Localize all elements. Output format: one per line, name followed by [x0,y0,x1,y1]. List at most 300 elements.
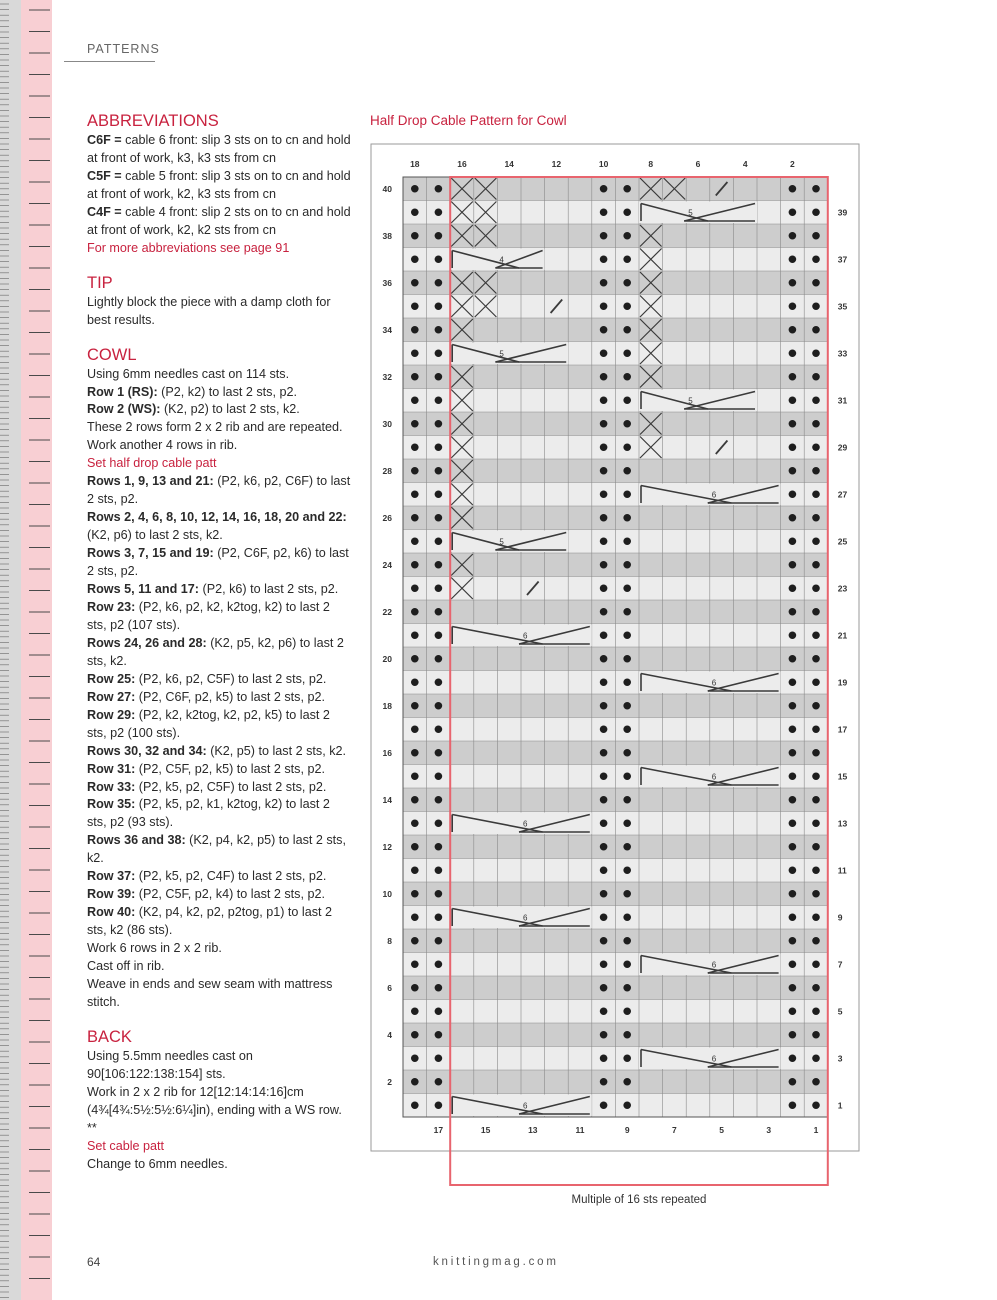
row-text: (K2, p5, k2, p6) to last 2 sts, k2. [87,635,344,668]
purl-dot [411,467,419,475]
purl-dot [789,819,797,827]
row-key: Row 31: [87,761,136,776]
purl-dot [623,1054,631,1062]
purl-dot [623,984,631,992]
purl-dot [411,843,419,851]
purl-dot [435,655,443,663]
purl-dot [623,819,631,827]
purl-dot [812,208,820,216]
purl-dot [600,1007,608,1015]
purl-dot [435,255,443,263]
row-key: Row 39: [87,887,136,902]
purl-dot [812,349,820,357]
cable-cell [450,343,568,365]
purl-dot [411,349,419,357]
purl-dot [600,467,608,475]
purl-dot [600,302,608,310]
purl-dot [435,373,443,381]
purl-dot [600,255,608,263]
purl-dot [812,326,820,334]
row-number-label: 22 [382,606,392,617]
purl-dot [411,749,419,757]
purl-dot [812,749,820,757]
purl-dot [789,1007,797,1015]
row-text: (K2, p6) to last 2 sts, k2. [87,528,223,543]
purl-dot [435,725,443,733]
purl-dot [812,655,820,663]
row-number-label: 23 [837,583,848,594]
column-number-label: 3 [766,1125,772,1135]
row-number-label: 25 [837,536,848,547]
purl-dot [812,561,820,569]
purl-dot [435,279,443,287]
cable-stitch-count: 5 [688,208,693,218]
row-key: Rows 3, 7, 15 and 19: [87,546,214,561]
purl-dot [435,1078,443,1086]
cowl-row-instruction [87,904,352,940]
purl-dot [812,232,820,240]
cable-stitch-count: 5 [688,396,693,406]
row-number-label: 20 [382,653,392,664]
purl-dot [623,467,631,475]
purl-dot [435,913,443,921]
column-number-label: 2 [790,159,795,169]
purl-dot [789,937,797,945]
purl-dot [600,678,608,686]
row-number-label: 13 [837,818,848,829]
purl-dot [600,561,608,569]
column-number-label: 5 [719,1125,724,1135]
purl-dot [623,396,631,404]
purl-dot [789,537,797,545]
row-key: Row 25: [87,671,136,686]
purl-dot [623,490,631,498]
purl-dot [789,490,797,498]
abbrev-key: C6F = [87,133,122,147]
purl-dot [623,1031,631,1039]
cable-stitch-count: 4 [499,255,504,265]
purl-dot [789,772,797,780]
cable-stitch-count: 6 [523,1101,528,1111]
row-key: Rows 1, 9, 13 and 21: [87,474,214,489]
column-number-label: 8 [648,159,654,169]
purl-dot [623,913,631,921]
purl-dot [812,702,820,710]
row-text: (P2, k5, p2, k1, k2tog, k2) to last 2 sts, p2 (93 sts). [87,797,330,830]
purl-dot [623,537,631,545]
purl-dot [600,702,608,710]
abbrev-key: C4F = [87,204,122,219]
row-number-label: 21 [837,630,848,641]
back-last-line: Change to 6mm needles. [87,1156,228,1171]
rib-note: These 2 rows form 2 x 2 rib and are repeated. [87,420,343,435]
purl-dot [600,232,608,240]
row-key: Row 40: [87,905,136,920]
purl-dot [623,302,631,310]
cable-cell [639,390,757,412]
row-text: (P2, C5F, p2, k5) to last 2 sts, p2. [135,761,325,776]
row-number-label: 5 [837,1006,843,1017]
purl-dot [789,843,797,851]
purl-dot [600,208,608,216]
purl-dot [600,913,608,921]
purl-dot [411,443,419,451]
ruler-pink-strip [21,0,52,1300]
purl-dot [623,208,631,216]
purl-dot [789,373,797,381]
row-number-label: 6 [387,982,392,993]
purl-dot [600,796,608,804]
purl-dot [435,960,443,968]
purl-dot [435,678,443,686]
column-number-label: 12 [551,159,562,169]
row-key: Rows 36 and 38: [87,833,186,848]
row-number-label: 30 [382,418,392,429]
purl-dot [600,537,608,545]
purl-dot [600,1054,608,1062]
purl-dot [435,631,443,639]
cable-stitch-count: 5 [499,537,504,547]
ruler-grey-strip [0,0,21,1300]
purl-dot [623,185,631,193]
purl-dot [623,279,631,287]
purl-dot [600,984,608,992]
purl-dot [411,819,419,827]
cable-stitch-count: 6 [711,1054,717,1064]
purl-dot [623,890,631,898]
abbrev-c4f [87,204,352,240]
rib-row-1 [87,384,352,402]
purl-dot [789,443,797,451]
purl-dot [812,514,820,522]
purl-dot [411,631,419,639]
row-number-label: 19 [837,677,848,688]
abbrev-text: cable 4 front: slip 2 sts on to cn and hold at front of work, k2, k2 sts from cn [87,204,351,237]
purl-dot [435,1007,443,1015]
purl-dot [623,866,631,874]
row-text: (P2, C6F, p2, k6) to last 2 sts, p2. [87,546,349,579]
purl-dot [411,373,419,381]
purl-dot [600,631,608,639]
row-number-label: 31 [837,395,848,406]
purl-dot [600,772,608,780]
purl-dot [812,843,820,851]
purl-dot [411,1078,419,1086]
cable-stitch-count: 6 [523,913,528,923]
purl-dot [812,678,820,686]
row-number-label: 39 [837,207,848,218]
purl-dot [789,631,797,639]
row-number-label: 24 [382,559,392,570]
purl-dot [411,796,419,804]
purl-dot [812,1078,820,1086]
purl-dot [789,584,797,592]
purl-dot [789,349,797,357]
column-number-label: 18 [410,159,420,169]
purl-dot [623,255,631,263]
purl-dot [435,937,443,945]
purl-dot [411,702,419,710]
purl-dot [435,185,443,193]
purl-dot [623,678,631,686]
purl-dot [600,185,608,193]
purl-dot [623,608,631,616]
purl-dot [600,866,608,874]
purl-dot [623,584,631,592]
purl-dot [812,725,820,733]
row-number-label: 8 [387,935,392,946]
row-key: Rows 5, 11 and 17: [87,582,199,597]
purl-dot [812,608,820,616]
row-text: (P2, k2, k2tog, k2, p2, k5) to last 2 sts, p2 (100 sts). [87,707,330,740]
purl-dot [623,937,631,945]
row-number-label: 37 [837,254,848,265]
purl-dot [812,279,820,287]
purl-dot [411,913,419,921]
purl-dot [812,373,820,381]
row-number-label: 11 [837,865,847,876]
row-number-label: 28 [382,465,392,476]
purl-dot [812,537,820,545]
row-key: Row 29: [87,707,136,722]
purl-dot [789,678,797,686]
purl-dot [435,443,443,451]
column-number-label: 6 [695,159,701,169]
purl-dot [435,890,443,898]
row-number-label: 7 [837,959,843,970]
row-number-label: 14 [382,794,392,805]
cowl-row-instruction [87,886,352,904]
purl-dot [411,561,419,569]
purl-dot [789,232,797,240]
row-number-label: 26 [382,512,392,523]
purl-dot [435,420,443,428]
purl-dot [812,984,820,992]
purl-dot [812,960,820,968]
purl-dot [600,749,608,757]
purl-dot [789,655,797,663]
purl-dot [435,232,443,240]
cable-stitch-count: 6 [711,490,717,500]
finish-line: Cast off in rib. [87,959,165,974]
abbrev-c5f [87,168,352,204]
purl-dot [600,420,608,428]
cowl-row-instruction [87,707,352,743]
back-line: Work in 2 x 2 rib for 12[12:14:14:16]cm (4¾[4¾:5½:5½:6¼]in), ending with a WS row. ** [87,1084,342,1135]
purl-dot [411,514,419,522]
row-number-label: 4 [387,1029,392,1040]
column-number-label: 14 [504,159,514,169]
purl-dot [789,561,797,569]
section-underline [64,61,155,62]
column-number-label: 16 [457,159,467,169]
purl-dot [600,1031,608,1039]
cowl-row-instruction [87,689,352,707]
rib-row-2 [87,401,352,419]
cowl-row-instruction [87,599,352,635]
row-text: (P2, k6) to last 2 sts, p2. [199,582,339,597]
abbrev-text: cable 5 front: slip 3 sts on to cn and hold at front of work, k2, k3 sts from cn [87,168,351,201]
purl-dot [623,1101,631,1109]
purl-dot [623,373,631,381]
purl-dot [789,913,797,921]
row-key: Row 23: [87,599,136,614]
purl-dot [411,725,419,733]
chart-title: Half Drop Cable Pattern for Cowl [370,113,567,128]
pattern-text-column [87,110,352,1174]
purl-dot [789,279,797,287]
tip-heading: TIP [87,273,113,292]
purl-dot [435,1054,443,1062]
cowl-row-instruction [87,868,352,886]
purl-dot [789,890,797,898]
section-label: PATTERNS [87,42,160,56]
purl-dot [435,326,443,334]
cable-cell [450,531,568,553]
cowl-row-instruction [87,761,352,779]
cable-cell [639,202,757,224]
row-number-label: 32 [382,371,392,382]
purl-dot [411,302,419,310]
row-number-label: 10 [382,888,392,899]
purl-dot [623,796,631,804]
chart-caption: Multiple of 16 sts repeated [571,1194,707,1206]
cowl-row-list [87,473,352,940]
purl-dot [812,584,820,592]
row-key: Rows 24, 26 and 28: [87,635,207,650]
purl-dot [789,255,797,263]
cowl-heading: COWL [87,345,137,364]
purl-dot [411,255,419,263]
cowl-row-instruction [87,743,352,761]
row-text: (K2, p4, k2, p2, p2tog, p1) to last 2 sts, k2 (86 sts). [87,905,333,938]
finish-line: Work 6 rows in 2 x 2 rib. [87,941,222,956]
tape-measure-decoration [0,0,52,1300]
purl-dot [789,396,797,404]
purl-dot [600,326,608,334]
column-number-label: 15 [480,1125,491,1135]
purl-dot [789,514,797,522]
purl-dot [600,655,608,663]
cowl-row-instruction [87,581,352,599]
purl-dot [812,937,820,945]
purl-dot [789,960,797,968]
purl-dot [435,772,443,780]
purl-dot [623,1007,631,1015]
purl-dot [812,185,820,193]
purl-dot [812,302,820,310]
purl-dot [789,702,797,710]
purl-dot [812,631,820,639]
purl-dot [812,1101,820,1109]
purl-dot [435,796,443,804]
purl-dot [623,655,631,663]
purl-dot [411,1101,419,1109]
purl-dot [411,655,419,663]
purl-dot [789,185,797,193]
purl-dot [435,819,443,827]
purl-dot [812,443,820,451]
cowl-row-instruction [87,473,352,509]
row-number-label: 2 [387,1076,392,1087]
cable-chart [360,140,870,1215]
row-number-label: 36 [382,277,392,288]
purl-dot [812,255,820,263]
purl-dot [623,960,631,968]
purl-dot [812,772,820,780]
row-number-label: 35 [837,301,848,312]
column-number-label: 10 [598,159,609,169]
purl-dot [812,913,820,921]
purl-dot [411,185,419,193]
row-text: (P2, k6, p2, C5F) to last 2 sts, p2. [135,671,327,686]
rib-more: Work another 4 rows in rib. [87,438,238,453]
purl-dot [411,890,419,898]
purl-dot [411,279,419,287]
purl-dot [411,537,419,545]
abbrev-key: C5F = [87,168,122,183]
purl-dot [789,608,797,616]
purl-dot [411,608,419,616]
purl-dot [411,1054,419,1062]
cable-stitch-count: 6 [711,678,717,688]
row-key: Row 37: [87,869,136,884]
purl-dot [789,420,797,428]
row-key: Rows 2, 4, 6, 8, 10, 12, 14, 16, 18, 20 and 22: [87,510,347,525]
purl-dot [435,702,443,710]
purl-dot [411,984,419,992]
row-text: (P2, k5, p2, C4F) to last 2 sts, p2. [135,869,327,884]
purl-dot [411,960,419,968]
cowl-row-instruction [87,671,352,689]
abbrev-text: cable 6 front: slip 3 sts on to cn and hold at front of work, k3, k3 sts from cn [87,133,351,165]
purl-dot [435,843,443,851]
purl-dot [623,514,631,522]
back-heading: BACK [87,1027,132,1046]
purl-dot [623,631,631,639]
column-number-label: 9 [624,1125,630,1135]
purl-dot [435,349,443,357]
purl-dot [812,490,820,498]
purl-dot [789,866,797,874]
cowl-row-instruction [87,796,352,832]
purl-dot [411,584,419,592]
cowl-row-instruction [87,635,352,671]
purl-dot [411,232,419,240]
row-text: (K2, p4, k2, p5) to last 2 sts, k2. [87,833,346,866]
more-abbreviations-link[interactable]: For more abbreviations see page 91 [87,240,290,255]
column-number-label: 13 [528,1125,538,1135]
row-text: (P2, k5, p2, C5F) to last 2 sts, p2. [135,779,327,794]
purl-dot [600,584,608,592]
cable-stitch-count: 6 [523,819,528,829]
purl-dot [435,1031,443,1039]
purl-dot [600,396,608,404]
purl-dot [789,796,797,804]
purl-dot [789,1031,797,1039]
row-text: (K2, p2) to last 2 sts, k2. [160,402,300,417]
purl-dot [623,232,631,240]
purl-dot [812,890,820,898]
purl-dot [789,326,797,334]
purl-dot [600,937,608,945]
purl-dot [789,749,797,757]
row-key: Row 33: [87,779,136,794]
row-number-label: 40 [382,183,392,194]
row-text: (P2, k6, p2, k2, k2tog, k2) to last 2 sts, p2 (107 sts). [87,599,330,632]
row-number-label: 29 [837,442,848,453]
purl-dot [789,467,797,475]
